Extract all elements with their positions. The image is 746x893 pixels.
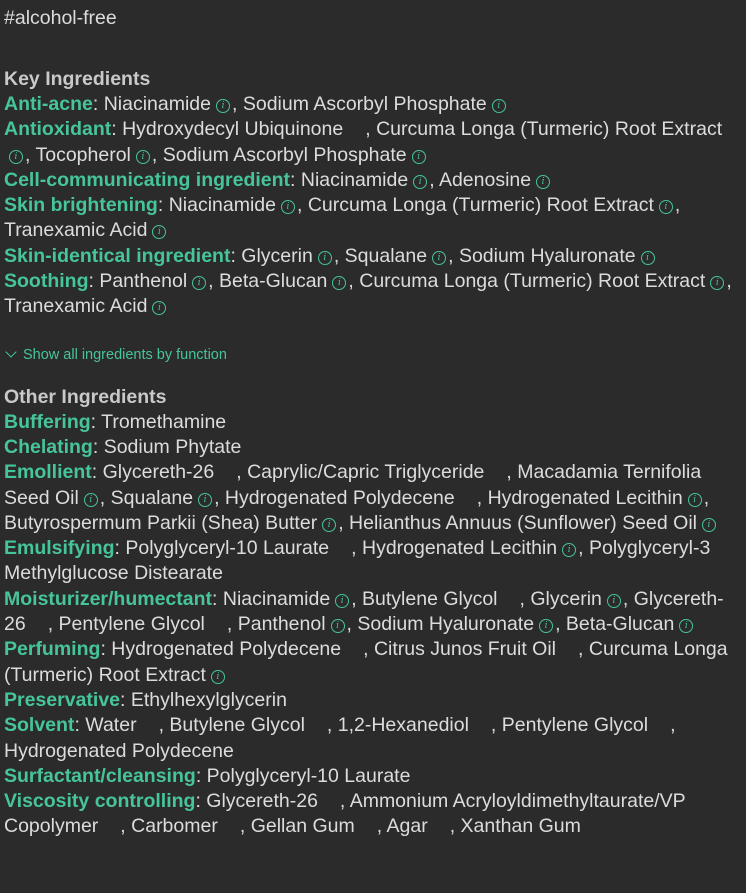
chevron-down-icon [5,347,16,358]
ingredient-link[interactable]: Agar [386,815,428,838]
alcohol-free-tag[interactable]: #alcohol-free [4,7,117,29]
ingredient-link[interactable]: Carbomer [131,815,218,838]
info-circle-icon[interactable]: i [211,670,225,684]
function-label[interactable]: Anti-acne [4,93,93,115]
info-circle-icon[interactable]: i [152,301,166,315]
function-label[interactable]: Perfuming [4,638,101,661]
info-circle-icon[interactable]: i [192,276,206,290]
info-circle-icon[interactable]: i [539,619,553,633]
function-label[interactable]: Antioxidant [4,118,112,141]
ingredient-link[interactable]: Hydrogenated Lecithin [362,537,558,560]
info-circle-icon[interactable]: i [322,518,336,532]
ingredient-link[interactable]: Curcuma Longa (Turmeric) Root Extract [307,194,654,217]
ingredient-link[interactable]: Beta-Glucan [219,270,328,293]
function-label[interactable]: Cell-communicating ingredient [4,168,291,191]
function-row-cell-communicating-ingredient: Cell-communicating ingredient: Niacinamide i , Adenosine i [4,168,746,193]
ingredient-link[interactable]: Adenosine [438,168,532,191]
function-label[interactable]: Viscosity controlling [4,790,196,813]
ingredient-link[interactable]: Gellan Gum [250,815,355,838]
function-label[interactable]: Skin-identical ingredient [4,244,231,267]
info-circle-icon[interactable]: i [331,619,345,633]
function-label[interactable]: Preservative [4,688,121,711]
ingredient-link[interactable]: Panthenol [99,270,188,293]
info-circle-icon[interactable]: i [318,251,332,265]
ingredient-link[interactable]: Glycerin [241,244,313,267]
info-circle-icon[interactable]: i [332,276,346,290]
ingredient-link[interactable]: Niacinamide [168,194,276,217]
ingredient-link[interactable]: Hydrogenated Polydecene [224,486,455,509]
info-circle-icon[interactable]: i [84,493,98,507]
ingredient-link[interactable]: Tocopherol [35,143,131,166]
info-circle-icon[interactable]: i [281,200,295,214]
info-circle-icon[interactable]: i [136,150,150,164]
other-ingredients-heading: Other Ingredients [4,385,167,408]
info-circle-icon[interactable]: i [710,276,724,290]
ingredient-link[interactable]: Pentylene Glycol [501,714,649,737]
function-label[interactable]: Buffering [4,410,91,433]
function-label[interactable]: Chelating [4,435,93,458]
info-circle-icon[interactable]: i [9,150,23,164]
ingredient-link[interactable]: Niacinamide [103,93,212,115]
function-row-soothing: Soothing: Panthenol i , Beta-Glucan i , Curcuma Longa (Turmeric) Root Extract i , Tranexamic Acid i [4,270,732,318]
ingredient-link[interactable]: Hydroxydecyl Ubiquinone [122,118,344,141]
ingredient-link[interactable]: Hydrogenated Lecithin [487,486,683,509]
ingredient-link[interactable]: 1,2-Hexanediol [337,714,469,737]
ingredient-link[interactable]: Water [85,714,137,737]
function-row-skin-identical-ingredient: Skin-identical ingredient: Glycerin i , Squalane i , Sodium Hyaluronate i [4,244,746,269]
function-label[interactable]: Soothing [4,270,89,293]
ingredient-link[interactable]: Sodium Ascorbyl Phosphate [242,93,487,115]
ingredient-link[interactable]: Ammonium Acryloyldimethyltaurate/VP Copolymer [4,790,686,838]
info-circle-icon[interactable]: i [492,99,506,113]
function-row-surfactant-cleansing: Surfactant/cleansing: Polyglyceryl-10 Laurate [4,764,411,787]
function-row-solvent: Solvent: Water , Butylene Glycol , 1,2-Hexanediol , Pentylene Glycol , Hydrogenated Polydecene [4,714,676,762]
function-label[interactable]: Emollient [4,461,92,484]
show-all-functions-link[interactable] [4,346,746,364]
ingredient-link[interactable]: Butylene Glycol [169,714,305,737]
info-circle-icon[interactable]: i [412,150,426,164]
ingredient-link[interactable]: Tranexamic Acid [4,295,148,318]
function-label[interactable]: Emulsifying [4,537,115,560]
ingredient-link[interactable]: Curcuma Longa (Turmeric) Root Extract [4,638,728,686]
info-circle-icon[interactable]: i [562,543,576,557]
ingredient-link[interactable]: Sodium Phytate [103,435,242,458]
ingredient-link[interactable]: Glycerin [530,587,602,610]
function-row-viscosity-controlling: Viscosity controlling: Glycereth-26 , Ammonium Acryloyldimethyltaurate/VP Copolymer , Carbomer , Gellan Gum , Agar , Xanthan Gum [4,790,686,838]
info-circle-icon[interactable]: i [216,99,230,113]
key-ingredients-list [4,92,746,320]
ingredient-link[interactable]: Ethylhexylglycerin [130,688,287,711]
info-circle-icon[interactable]: i [432,251,446,265]
function-row-chelating: Chelating: Sodium Phytate [4,435,242,458]
ingredient-link[interactable]: Polyglyceryl-3 Methylglucose Distearate [4,537,711,585]
ingredient-link[interactable]: Beta-Glucan [565,613,675,636]
function-row-skin-brightening: Skin brightening: Niacinamide i , Curcuma Longa (Turmeric) Root Extract i , Tranexamic Acid i [4,194,681,242]
ingredient-link[interactable]: Glycereth-26 [4,587,724,636]
info-circle-icon[interactable]: i [413,175,427,189]
info-circle-icon[interactable]: i [536,175,550,189]
ingredient-link[interactable]: Macadamia Ternifolia Seed Oil [4,461,702,509]
ingredient-link[interactable]: Caprylic/Capric Triglyceride [247,461,485,484]
function-row-moisturizer-humectant: Moisturizer/humectant: Niacinamide i , Butylene Glycol , Glycerin i , Glycereth-26 , Pentylene Glycol , Panthenol i , Sodium Hyaluronate i , Beta-Glucan i [4,587,724,636]
ingredient-link[interactable]: Squalane [344,244,428,267]
info-circle-icon[interactable]: i [688,493,702,507]
ingredient-link[interactable]: Polyglyceryl-10 Laurate [206,764,411,787]
ingredient-link[interactable]: Sodium Ascorbyl Phosphate [162,143,407,166]
ingredient-link[interactable]: Panthenol [237,613,326,636]
key-ingredients-heading: Key Ingredients [4,68,151,90]
function-row-emollient: Emollient: Glycereth-26 , Caprylic/Capric Triglyceride , Macadamia Ternifolia Seed Oil i , Squalane i , Hydrogenated Polydecene , Hydrogenated Lecithin i , Butyrospermum Parkii (Shea) Butter i , Helianthus Annuus (Sunflower) Seed Oil i [4,460,746,536]
info-circle-icon[interactable]: i [607,594,621,608]
function-label[interactable]: Moisturizer/humectant [4,587,213,610]
info-circle-icon[interactable]: i [659,200,673,214]
function-label[interactable]: Surfactant/cleansing [4,764,196,787]
function-row-preservative: Preservative: Ethylhexylglycerin [4,688,287,711]
ingredient-link[interactable]: Squalane [110,486,194,509]
info-circle-icon[interactable]: i [641,251,655,265]
info-circle-icon[interactable]: i [198,493,212,507]
other-ingredients-list [4,410,746,840]
ingredient-link[interactable]: Hydrogenated Polydecene [111,638,342,661]
show-all-label: Show all ingredients by function [23,346,227,363]
ingredient-link[interactable]: Citrus Junos Fruit Oil [373,638,557,661]
function-row-anti-acne: Anti-acne: Niacinamide i , Sodium Ascorbyl Phosphate i [4,92,746,117]
function-row-perfuming: Perfuming: Hydrogenated Polydecene , Citrus Junos Fruit Oil , Curcuma Longa (Turmeric) Root Extract i [4,638,728,686]
ingredient-link[interactable]: Curcuma Longa (Turmeric) Root Extract [359,270,706,293]
ingredient-link[interactable]: Helianthus Annuus (Sunflower) Seed Oil [349,511,697,534]
info-circle-icon[interactable]: i [702,518,716,532]
ingredient-link[interactable]: Sodium Hyaluronate [458,244,636,267]
ingredient-link[interactable]: Curcuma Longa (Turmeric) Root Extract [376,118,723,141]
ingredient-link[interactable]: Xanthan Gum [460,815,581,838]
function-row-emulsifying: Emulsifying: Polyglyceryl-10 Laurate , Hydrogenated Lecithin i , Polyglyceryl-3 Methylglucose Distearate [4,537,711,585]
function-row-buffering: Buffering: Tromethamine [4,410,227,433]
info-circle-icon[interactable]: i [335,594,349,608]
ingredient-link[interactable]: Butyrospermum Parkii (Shea) Butter [4,511,318,534]
ingredient-link[interactable]: Niacinamide [300,168,409,191]
ingredient-link[interactable]: Polyglyceryl-10 Laurate [125,537,330,560]
function-row-antioxidant: Antioxidant: Hydroxydecyl Ubiquinone , Curcuma Longa (Turmeric) Root Extracti , Tocopherol i , Sodium Ascorbyl Phosphate i [4,118,723,166]
function-label[interactable]: Skin brightening [4,194,158,217]
ingredient-link[interactable]: Pentylene Glycol [58,613,205,636]
function-label[interactable]: Solvent [4,714,75,737]
info-circle-icon[interactable]: i [679,619,693,633]
ingredient-link[interactable]: Glycereth-26 [102,461,215,484]
ingredient-link[interactable]: Tromethamine [101,410,227,433]
ingredient-link[interactable]: Tranexamic Acid [4,219,148,242]
ingredient-link[interactable]: Glycereth-26 [206,790,318,813]
ingredient-link[interactable]: Hydrogenated Polydecene [4,739,234,762]
ingredient-link[interactable]: Niacinamide [222,587,331,610]
ingredient-link[interactable]: Sodium Hyaluronate [357,613,535,636]
info-circle-icon[interactable]: i [152,225,166,239]
ingredient-link[interactable]: Butylene Glycol [362,587,498,610]
